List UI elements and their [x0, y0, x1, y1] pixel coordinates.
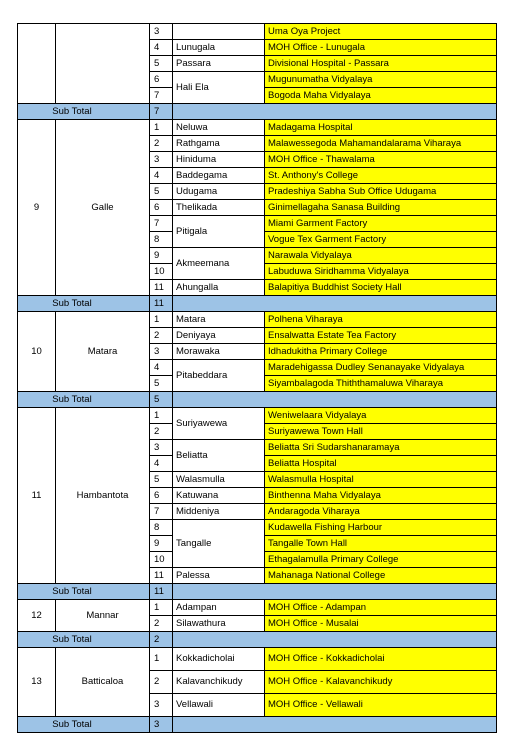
district-name: Mannar: [56, 600, 150, 632]
ds-division: Middeniya: [173, 504, 265, 520]
row-number: 3: [150, 440, 173, 456]
ds-division: Silawathura: [173, 616, 265, 632]
row-number: 1: [150, 600, 173, 616]
row-number: 3: [150, 24, 173, 40]
subtotal-label: Sub Total: [18, 717, 150, 733]
location-cell: Ensalwatta Estate Tea Factory: [265, 328, 497, 344]
subtotal-row: [18, 584, 497, 600]
ds-division: Deniyaya: [173, 328, 265, 344]
location-cell: Bogoda Maha Vidyalaya: [265, 88, 497, 104]
location-cell: Pradeshiya Sabha Sub Office Udugama: [265, 184, 497, 200]
location-cell: Andaragoda Viharaya: [265, 504, 497, 520]
table-body: [18, 24, 497, 733]
row-number: 4: [150, 360, 173, 376]
subtotal-label: Sub Total: [18, 584, 150, 600]
location-cell: MOH Office - Lunugala: [265, 40, 497, 56]
location-cell: Divisional Hospital - Passara: [265, 56, 497, 72]
district-name: Galle: [56, 120, 150, 296]
row-number: 6: [150, 72, 173, 88]
allocation-table: [17, 23, 497, 733]
ds-division: Suriyawewa: [173, 408, 265, 440]
location-cell: Mugunumatha Vidyalaya: [265, 72, 497, 88]
district-name: [56, 24, 150, 104]
location-cell: Madagama Hospital: [265, 120, 497, 136]
location-cell: Ethagalamulla Primary College: [265, 552, 497, 568]
location-cell: Vogue Tex Garment Factory: [265, 232, 497, 248]
location-cell: MOH Office - Thawalama: [265, 152, 497, 168]
ds-division: Baddegama: [173, 168, 265, 184]
row-number: 6: [150, 488, 173, 504]
location-cell: MOH Office - Kalavanchikudy: [265, 671, 497, 694]
table-row: [18, 648, 497, 671]
location-cell: Walasmulla Hospital: [265, 472, 497, 488]
location-cell: MOH Office - Vellawali: [265, 694, 497, 717]
subtotal-blank: [173, 392, 497, 408]
table-row: [18, 24, 497, 40]
ds-division: Walasmulla: [173, 472, 265, 488]
subtotal-value: 2: [150, 632, 173, 648]
location-cell: Binthenna Maha Vidyalaya: [265, 488, 497, 504]
row-number: 2: [150, 424, 173, 440]
table-row: [18, 408, 497, 424]
row-number: 4: [150, 456, 173, 472]
location-cell: Labuduwa Siridhamma Vidyalaya: [265, 264, 497, 280]
location-cell: Beliatta Sri Sudarshanaramaya: [265, 440, 497, 456]
row-number: 4: [150, 168, 173, 184]
location-cell: Suriyawewa Town Hall: [265, 424, 497, 440]
row-number: 1: [150, 120, 173, 136]
subtotal-value: 7: [150, 104, 173, 120]
ds-division: Hali Ela: [173, 72, 265, 104]
row-number: 2: [150, 616, 173, 632]
ds-division: Thelikada: [173, 200, 265, 216]
subtotal-value: 3: [150, 717, 173, 733]
ds-division: Matara: [173, 312, 265, 328]
ds-division: Udugama: [173, 184, 265, 200]
row-number: 5: [150, 56, 173, 72]
row-number: 3: [150, 152, 173, 168]
ds-division: Lunugala: [173, 40, 265, 56]
district-number: 13: [18, 648, 56, 717]
location-cell: Siyambalagoda Thiththamaluwa Viharaya: [265, 376, 497, 392]
subtotal-row: [18, 296, 497, 312]
ds-division: Katuwana: [173, 488, 265, 504]
ds-division: Tangalle: [173, 520, 265, 568]
location-cell: MOH Office - Adampan: [265, 600, 497, 616]
row-number: 9: [150, 248, 173, 264]
subtotal-row: [18, 717, 497, 733]
subtotal-blank: [173, 104, 497, 120]
table-row: [18, 600, 497, 616]
district-name: Hambantota: [56, 408, 150, 584]
row-number: 1: [150, 312, 173, 328]
district-number: 11: [18, 408, 56, 584]
row-number: 11: [150, 280, 173, 296]
location-cell: Malawessegoda Mahamandalarama Viharaya: [265, 136, 497, 152]
row-number: 8: [150, 520, 173, 536]
subtotal-label: Sub Total: [18, 392, 150, 408]
row-number: 3: [150, 344, 173, 360]
subtotal-row: [18, 392, 497, 408]
row-number: 2: [150, 136, 173, 152]
row-number: 5: [150, 472, 173, 488]
table-row: [18, 120, 497, 136]
row-number: 3: [150, 694, 173, 717]
row-number: 1: [150, 408, 173, 424]
row-number: 10: [150, 552, 173, 568]
location-cell: MOH Office - Kokkadicholai: [265, 648, 497, 671]
row-number: 5: [150, 376, 173, 392]
subtotal-row: [18, 632, 497, 648]
ds-division: Hiniduma: [173, 152, 265, 168]
location-cell: Narawala Vidyalaya: [265, 248, 497, 264]
district-number: 12: [18, 600, 56, 632]
row-number: 9: [150, 536, 173, 552]
location-cell: Kudawella Fishing Harbour: [265, 520, 497, 536]
ds-division: Pitigala: [173, 216, 265, 248]
location-cell: Tangalle Town Hall: [265, 536, 497, 552]
ds-division: Beliatta: [173, 440, 265, 472]
district-name: Batticaloa: [56, 648, 150, 717]
ds-division: Adampan: [173, 600, 265, 616]
row-number: 7: [150, 504, 173, 520]
ds-division: Passara: [173, 56, 265, 72]
location-cell: MOH Office - Musalai: [265, 616, 497, 632]
row-number: 7: [150, 216, 173, 232]
row-number: 2: [150, 328, 173, 344]
subtotal-value: 5: [150, 392, 173, 408]
ds-division: Rathgama: [173, 136, 265, 152]
location-cell: Ginimellagaha Sanasa Building: [265, 200, 497, 216]
subtotal-value: 11: [150, 584, 173, 600]
ds-division: Palessa: [173, 568, 265, 584]
row-number: 6: [150, 200, 173, 216]
location-cell: Polhena Viharaya: [265, 312, 497, 328]
row-number: 10: [150, 264, 173, 280]
ds-division: [173, 24, 265, 40]
subtotal-label: Sub Total: [18, 296, 150, 312]
ds-division: Kalavanchikudy: [173, 671, 265, 694]
subtotal-blank: [173, 584, 497, 600]
ds-division: Ahungalla: [173, 280, 265, 296]
ds-division: Neluwa: [173, 120, 265, 136]
subtotal-blank: [173, 296, 497, 312]
ds-division: Vellawali: [173, 694, 265, 717]
location-cell: Balapitiya Buddhist Society Hall: [265, 280, 497, 296]
district-name: Matara: [56, 312, 150, 392]
row-number: 5: [150, 184, 173, 200]
district-number: [18, 24, 56, 104]
ds-division: Kokkadicholai: [173, 648, 265, 671]
location-cell: Miami Garment Factory: [265, 216, 497, 232]
subtotal-value: 11: [150, 296, 173, 312]
ds-division: Akmeemana: [173, 248, 265, 280]
location-cell: Beliatta Hospital: [265, 456, 497, 472]
subtotal-label: Sub Total: [18, 104, 150, 120]
location-cell: Maradehigassa Dudley Senanayake Vidyalaya: [265, 360, 497, 376]
subtotal-row: [18, 104, 497, 120]
ds-division: Morawaka: [173, 344, 265, 360]
ds-division: Pitabeddara: [173, 360, 265, 392]
location-cell: Idhadukitha Primary College: [265, 344, 497, 360]
subtotal-blank: [173, 717, 497, 733]
row-number: 2: [150, 671, 173, 694]
location-cell: Uma Oya Project: [265, 24, 497, 40]
location-cell: Mahanaga National College: [265, 568, 497, 584]
location-cell: St. Anthony's College: [265, 168, 497, 184]
row-number: 11: [150, 568, 173, 584]
row-number: 1: [150, 648, 173, 671]
row-number: 7: [150, 88, 173, 104]
row-number: 4: [150, 40, 173, 56]
row-number: 8: [150, 232, 173, 248]
district-number: 10: [18, 312, 56, 392]
location-cell: Weniwelaara Vidyalaya: [265, 408, 497, 424]
district-number: 9: [18, 120, 56, 296]
subtotal-blank: [173, 632, 497, 648]
subtotal-label: Sub Total: [18, 632, 150, 648]
table-row: [18, 312, 497, 328]
